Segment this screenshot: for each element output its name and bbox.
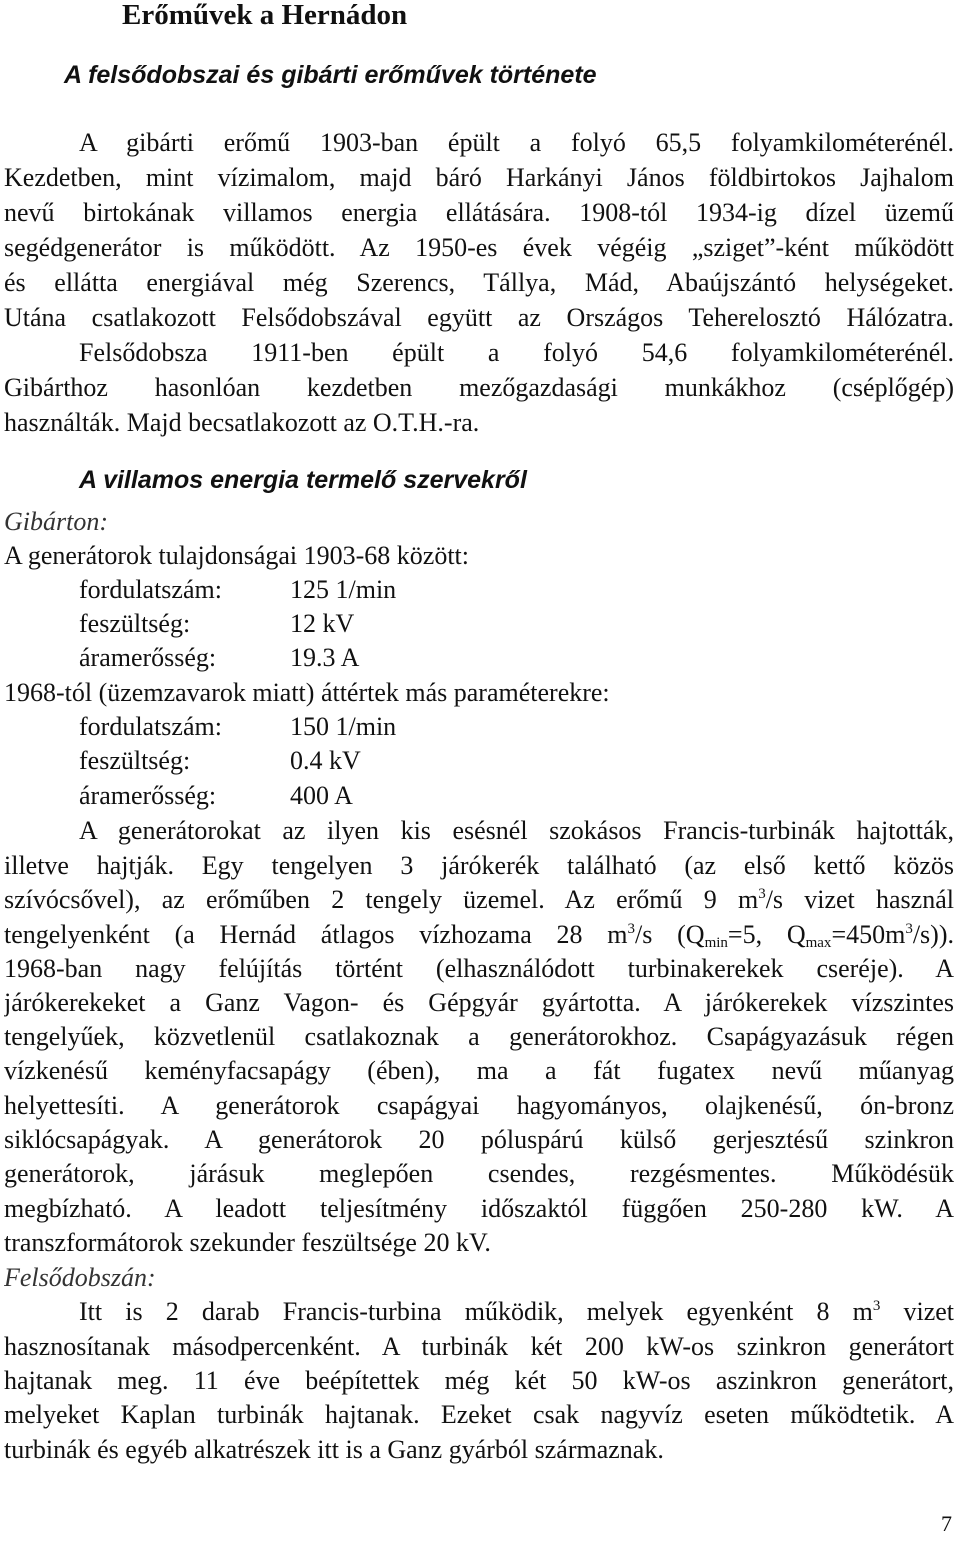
intro-line: használták. Majd becsatlakozott az O.T.H.-ra.: [4, 408, 480, 437]
intro-line: Gibárthoz hasonlóan kezdetben mezőgazdasági munkákhoz (cséplőgép): [4, 373, 954, 402]
intro-line: A gibárti erőmű 1903-ban épült a folyó 65,5 folyamkilométerénél.: [79, 128, 954, 157]
subsection-heading-felsodobsza: Felsődobszán:: [4, 1263, 156, 1292]
body-line: tengelyűek, közvetlenül csatlakoznak a generátorokhoz. Csapágyazásuk régen: [4, 1022, 954, 1051]
param-value: 19.3 A: [290, 643, 360, 672]
body-line: hajtanak meg. 11 éve beépítettek még két 50 kW-os aszinkron generátort,: [4, 1366, 954, 1395]
generator-intro: A generátorok tulajdonságai 1903-68 között:: [4, 541, 470, 570]
subscript: max: [805, 935, 832, 951]
body-line-with-superscript: [79, 1296, 954, 1329]
document-title: Erőművek a Hernádon: [122, 0, 408, 31]
subscript: min: [704, 935, 728, 951]
param-label: áramerősség:: [79, 643, 217, 672]
subsection-heading-gibart: Gibárton:: [4, 507, 108, 536]
intro-line: és ellátta energiával még Szerencs, Tállya, Mád, Abaújszántó helységeket.: [4, 268, 954, 297]
body-line: A generátorokat az ilyen kis esésnél szokásos Francis-turbinák hajtották,: [79, 816, 954, 845]
section-heading: A villamos energia termelő szervekről: [79, 466, 527, 494]
text-run: /s)).: [912, 920, 954, 949]
param-label: feszültség:: [79, 609, 191, 638]
param-value: 0.4 kV: [290, 746, 361, 775]
param-label: feszültség:: [79, 746, 191, 775]
param-label: fordulatszám:: [79, 712, 222, 741]
body-line: generátorok, járásuk meglepően csendes, rezgésmentes. Működésük: [4, 1159, 954, 1188]
superscript: 3: [627, 921, 636, 937]
text-run: vizet: [880, 1297, 954, 1326]
text-run: =5, Q: [727, 920, 806, 949]
body-line: hasznosítanak másodpercenként. A turbinák két 200 kW-os szinkron generátort: [4, 1332, 954, 1361]
superscript: 3: [872, 1298, 881, 1314]
body-line: megbízható. A leadott teljesítmény időszaktól függően 250-280 kW. A: [4, 1194, 954, 1223]
intro-line: Kezdetben, mint vízimalom, majd báró Harkányi János földbirtokos Jajhalom: [4, 163, 954, 192]
param-value: 125 1/min: [290, 575, 397, 604]
text-run: =450m: [831, 920, 906, 949]
text-run: tengelyenként (a Hernád átlagos vízhozama 28 m: [4, 920, 628, 949]
param-value: 12 kV: [290, 609, 355, 638]
param-label: áramerősség:: [79, 781, 217, 810]
body-line: siklócsapágyak. A generátorok 20 póluspárú külső gerjesztésű szinkron: [4, 1125, 954, 1154]
superscript: 3: [905, 921, 913, 937]
body-line-with-superscript: [4, 884, 954, 917]
param-value: 150 1/min: [290, 712, 397, 741]
intro-line: Felsődobsza 1911-ben épült a folyó 54,6 folyamkilométerénél.: [79, 338, 954, 367]
intro-line: segédgenerátor is működött. Az 1950-es évek végéig „sziget”-ként működött: [4, 233, 954, 262]
text-run: /s vizet használ: [765, 885, 954, 914]
change-intro: 1968-tól (üzemzavarok miatt) áttértek más paraméterekre:: [4, 678, 610, 707]
body-line: transzformátorok szekunder feszültsége 20 kV.: [4, 1228, 491, 1257]
text-run: szívócsővel), az erőműben 2 tengely üzemel. Az erőmű 9 m: [4, 885, 759, 914]
text-run: /s (Q: [635, 920, 705, 949]
body-line: turbinák és egyéb alkatrészek itt is a Ganz gyárból származnak.: [4, 1435, 664, 1464]
param-value: 400 A: [290, 781, 353, 810]
page-number: 7: [941, 1511, 952, 1536]
intro-line: Utána csatlakozott Felsődobszával együtt az Országos Teherelosztó Hálózatra.: [4, 303, 954, 332]
body-line: vízkenésű keményfacsapágy (ében), ma a fát fugatex nevű műanyag: [4, 1056, 954, 1085]
param-label: fordulatszám:: [79, 575, 222, 604]
text-run: Itt is 2 darab Francis-turbina működik, melyek egyenként 8 m: [79, 1297, 873, 1326]
body-line: illetve hajtják. Egy tengelyen 3 járókerék található (az első kettő közös: [4, 851, 954, 880]
document-subtitle: A felsődobszai és gibárti erőművek története: [64, 61, 597, 89]
superscript: 3: [758, 886, 766, 902]
body-line: járókerekeket a Ganz Vagon- és Gépgyár gyártotta. A járókerekek vízszintes: [4, 988, 954, 1017]
body-line: melyeket Kaplan turbinák hajtanak. Ezeket csak nagyvíz eseten működtetik. A: [4, 1400, 954, 1429]
intro-line: nevű birtokának villamos energia ellátására. 1908-tól 1934-ig dízel üzemű: [4, 198, 954, 227]
body-line: helyettesíti. A generátorok csapágyai hagyományos, olajkenésű, ón-bronz: [4, 1091, 954, 1120]
body-line-with-formula: [4, 919, 954, 952]
body-line: 1968-ban nagy felújítás történt (elhasználódott turbinakerekek cseréje). A: [4, 954, 954, 983]
